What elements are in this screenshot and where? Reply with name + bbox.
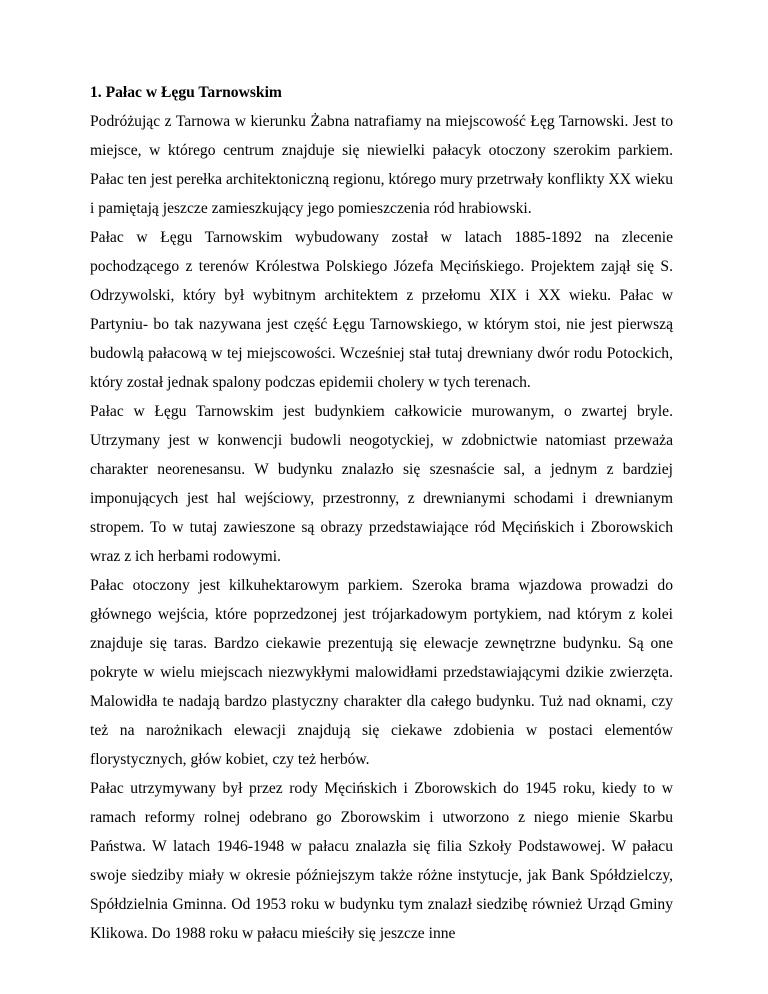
paragraph-postwar: Pałac utrzymywany był przez rody Męcińskich i Zborowskich do 1945 roku, kiedy to w ramach reformy rolnej odebrano go Zborowskim i utworzono z niego mienie Skarbu Państwa. W latach 1946-1948 w pałacu znalazła się filia Szkoły Podstawowej. W pałacu swoje siedziby miały w okresie późniejszym także różne instytucje, jak Bank Spółdzielczy, Spółdzielnia Gminna. Od 1953 roku w budynku tym znalazł siedzibę również Urząd Gminy Klikowa. Do 1988 roku w pałacu mieściły się jeszcze inne: [90, 780, 673, 942]
document-page: [90, 78, 673, 948]
paragraph-architecture: Pałac w Łęgu Tarnowskim jest budynkiem całkowicie murowanym, o zwartej bryle. Utrzymany jest w konwencji budowli neogotyckiej, w zdobnictwie natomiast przeważa charakter neorenesansu. W budynku znalazło się szesnaście sal, a jednym z bardziej imponujących jest hal wejściowy, przestronny, z drewnianymi schodami i drewnianym stropem. To w tutaj zawieszone są obrazy przedstawiające ród Męcińskich i Zborowskich wraz z ich herbami rodowymi.: [90, 403, 673, 565]
paragraph-intro: Podróżując z Tarnowa w kierunku Żabna natrafiamy na miejscowość Łęg Tarnowski. Jest to miejsce, w którego centrum znajduje się niewielki pałacyk otoczony szerokim parkiem. Pałac ten jest perełka architektoniczną regionu, którego mury przetrwały konflikty XX wieku i pamiętają jeszcze zamieszkujący jego pomieszczenia ród hrabiowski.: [90, 113, 673, 217]
section-heading: 1. Pałac w Łęgu Tarnowskim: [90, 84, 282, 101]
paragraph-park: Pałac otoczony jest kilkuhektarowym parkiem. Szeroka brama wjazdowa prowadzi do głównego wejścia, które poprzedzonej jest trójarkadowym portykiem, nad którym z kolei znajduje się taras. Bardzo ciekawie prezentują się elewacje zewnętrzne budynku. Są one pokryte w wielu miejscach niezwykłymi malowidłami przedstawiającymi dzikie zwierzęta. Malowidła te nadają bardzo plastyczny charakter dla całego budynku. Tuż nad oknami, czy też na narożnikach elewacji znajdują się ciekawe zdobienia w postaci elementów florystycznych, głów kobiet, czy też herbów.: [90, 577, 673, 768]
paragraph-history: Pałac w Łęgu Tarnowskim wybudowany został w latach 1885-1892 na zlecenie pochodzącego z terenów Królestwa Polskiego Józefa Męcińskiego. Projektem zajął się S. Odrzywolski, który był wybitnym architektem z przełomu XIX i XX wieku. Pałac w Partyniu- bo tak nazywana jest część Łęgu Tarnowskiego, w którym stoi, nie jest pierwszą budowlą pałacową w tej miejscowości. Wcześniej stał tutaj drewniany dwór rodu Potockich, który został jednak spalony podczas epidemii cholery w tych terenach.: [90, 229, 673, 391]
